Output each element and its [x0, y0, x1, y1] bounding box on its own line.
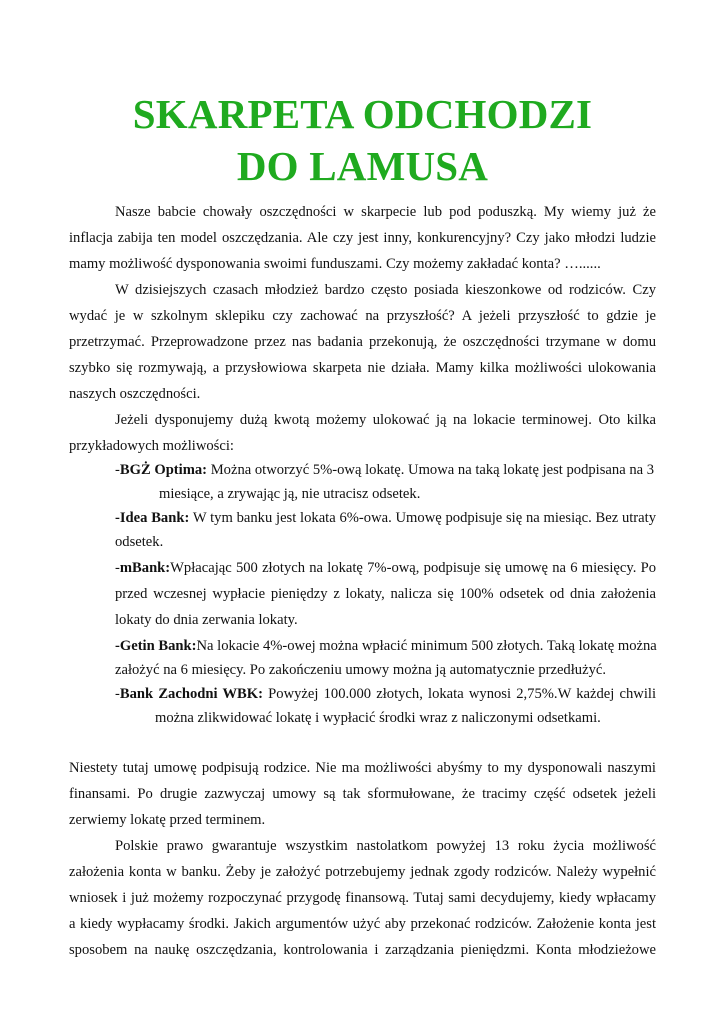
list-item-text: Na lokacie 4%-owej można wpłacić minimum 500 złotych. Taką lokatę można — [196, 638, 657, 654]
list-item-text: W tym banku jest lokata 6%-owa. Umowę podpisuje się na miesiąc. Bez utraty — [189, 510, 656, 526]
body-line: Niestety tutaj umowę podpisują rodzice. Nie ma możliwości abyśmy to my dysponowali naszymi — [69, 760, 656, 776]
list-item-bank-zachodni-wbk — [115, 684, 656, 704]
body-line: miesiące, a zrywając ją, nie utracisz odsetek. — [159, 486, 421, 502]
body-line: przed wczesnej wypłacie pieniędzy z lokaty, nalicza się 100% odsetek od dnia założenia — [115, 586, 656, 602]
body-line: odsetek. — [115, 534, 164, 550]
body-line: przetrzymać. Przeprowadzone przez nas badania przekonują, że oszczędności trzymane w domu — [69, 334, 656, 350]
list-item-text: Wpłacając 500 złotych na lokatę 7%-ową, podpisuje się umowę na 6 miesięcy. Po — [170, 560, 656, 576]
list-dash: - — [115, 560, 120, 576]
list-item-getin-bank — [115, 636, 656, 656]
body-line: wydać je w szkolnym sklepiku czy zachować na przyszłość? A jeżeli przyszłość to gdzie je — [69, 308, 656, 324]
list-item-mbank — [115, 558, 656, 578]
body-line: finansami. Po drugie zazwyczaj umowy są tak sformułowane, że tracimy część odsetek jeżeli — [69, 786, 656, 802]
body-line: naszych oszczędności. — [69, 386, 201, 402]
body-line: Polskie prawo gwarantuje wszystkim nastolatkom powyżej 13 roku życia możliwość — [115, 838, 656, 854]
body-line: mamy możliwość dysponowania swoimi funduszami. Czy możemy zakładać konta? …...... — [69, 256, 601, 272]
body-line: założyć na 6 miesięcy. Po zakończeniu umowy można ją automatycznie przedłużyć. — [115, 662, 606, 678]
bank-name: Bank Zachodni WBK: — [119, 686, 263, 702]
body-line: przykładowych możliwości: — [69, 438, 234, 454]
page-title — [0, 88, 725, 192]
list-dash: - — [115, 686, 120, 702]
bank-name: -Getin Bank: — [115, 638, 197, 654]
title-line-1: SKARPETA ODCHODZI — [132, 91, 593, 137]
body-line: lokaty do dnia zerwania lokaty. — [115, 612, 298, 628]
bank-name: -Idea Bank: — [115, 510, 190, 526]
body-line: inflacja zabija ten model oszczędzania. Ale czy jest inny, konkurencyjny? Czy jako młodzi ludzie — [69, 230, 656, 246]
body-line: Nasze babcie chowały oszczędności w skarpecie lub pod poduszką. My wiemy już że — [115, 204, 656, 220]
body-line: założenia konta w banku. Żeby je założyć potrzebujemy jednak zgody rodziców. Należy wypełnić — [69, 864, 656, 880]
body-line: można zlikwidować lokatę i wypłacić środki wraz z naliczonymi odsetkami. — [155, 710, 601, 726]
body-line: W dzisiejszych czasach młodzież bardzo często posiada kieszonkowe od rodziców. Czy — [115, 282, 656, 298]
bank-name: BGŻ Optima: — [119, 462, 208, 478]
body-line: a kiedy wypłacamy środki. Jakich argumentów użyć aby przekonać rodziców. Założenie konta jest — [69, 916, 656, 932]
body-line: wniosek i już możemy rozpoczynać przygodę finansową. Tutaj sami decydujemy, kiedy wpłacamy — [69, 890, 656, 906]
body-line: Jeżeli dysponujemy dużą kwotą możemy ulokować ją na lokacie terminowej. Oto kilka — [115, 412, 656, 428]
list-item-text: Powyżej 100.000 złotych, lokata wynosi 2,75%.W każdej chwili — [263, 686, 657, 702]
list-item-bgz-optima — [115, 460, 656, 480]
body-line: zerwiemy lokatę przed terminem. — [69, 812, 266, 828]
bank-name: mBank: — [119, 560, 171, 576]
title-line-2: DO LAMUSA — [236, 143, 489, 189]
list-dash: - — [115, 462, 120, 478]
body-line: szybko się rozmywają, a przysłowiowa skarpeta nie działa. Mamy kilka możliwości ulokowania — [69, 360, 656, 376]
body-line: sposobem na naukę oszczędzania, kontrolowania i zarządzania pieniędzmi. Konta młodzieżowe — [69, 942, 656, 958]
list-item-text: Można otworzyć 5%-ową lokatę. Umowa na taką lokatę jest podpisana na 3 — [207, 462, 655, 478]
list-item-idea-bank — [115, 508, 656, 528]
